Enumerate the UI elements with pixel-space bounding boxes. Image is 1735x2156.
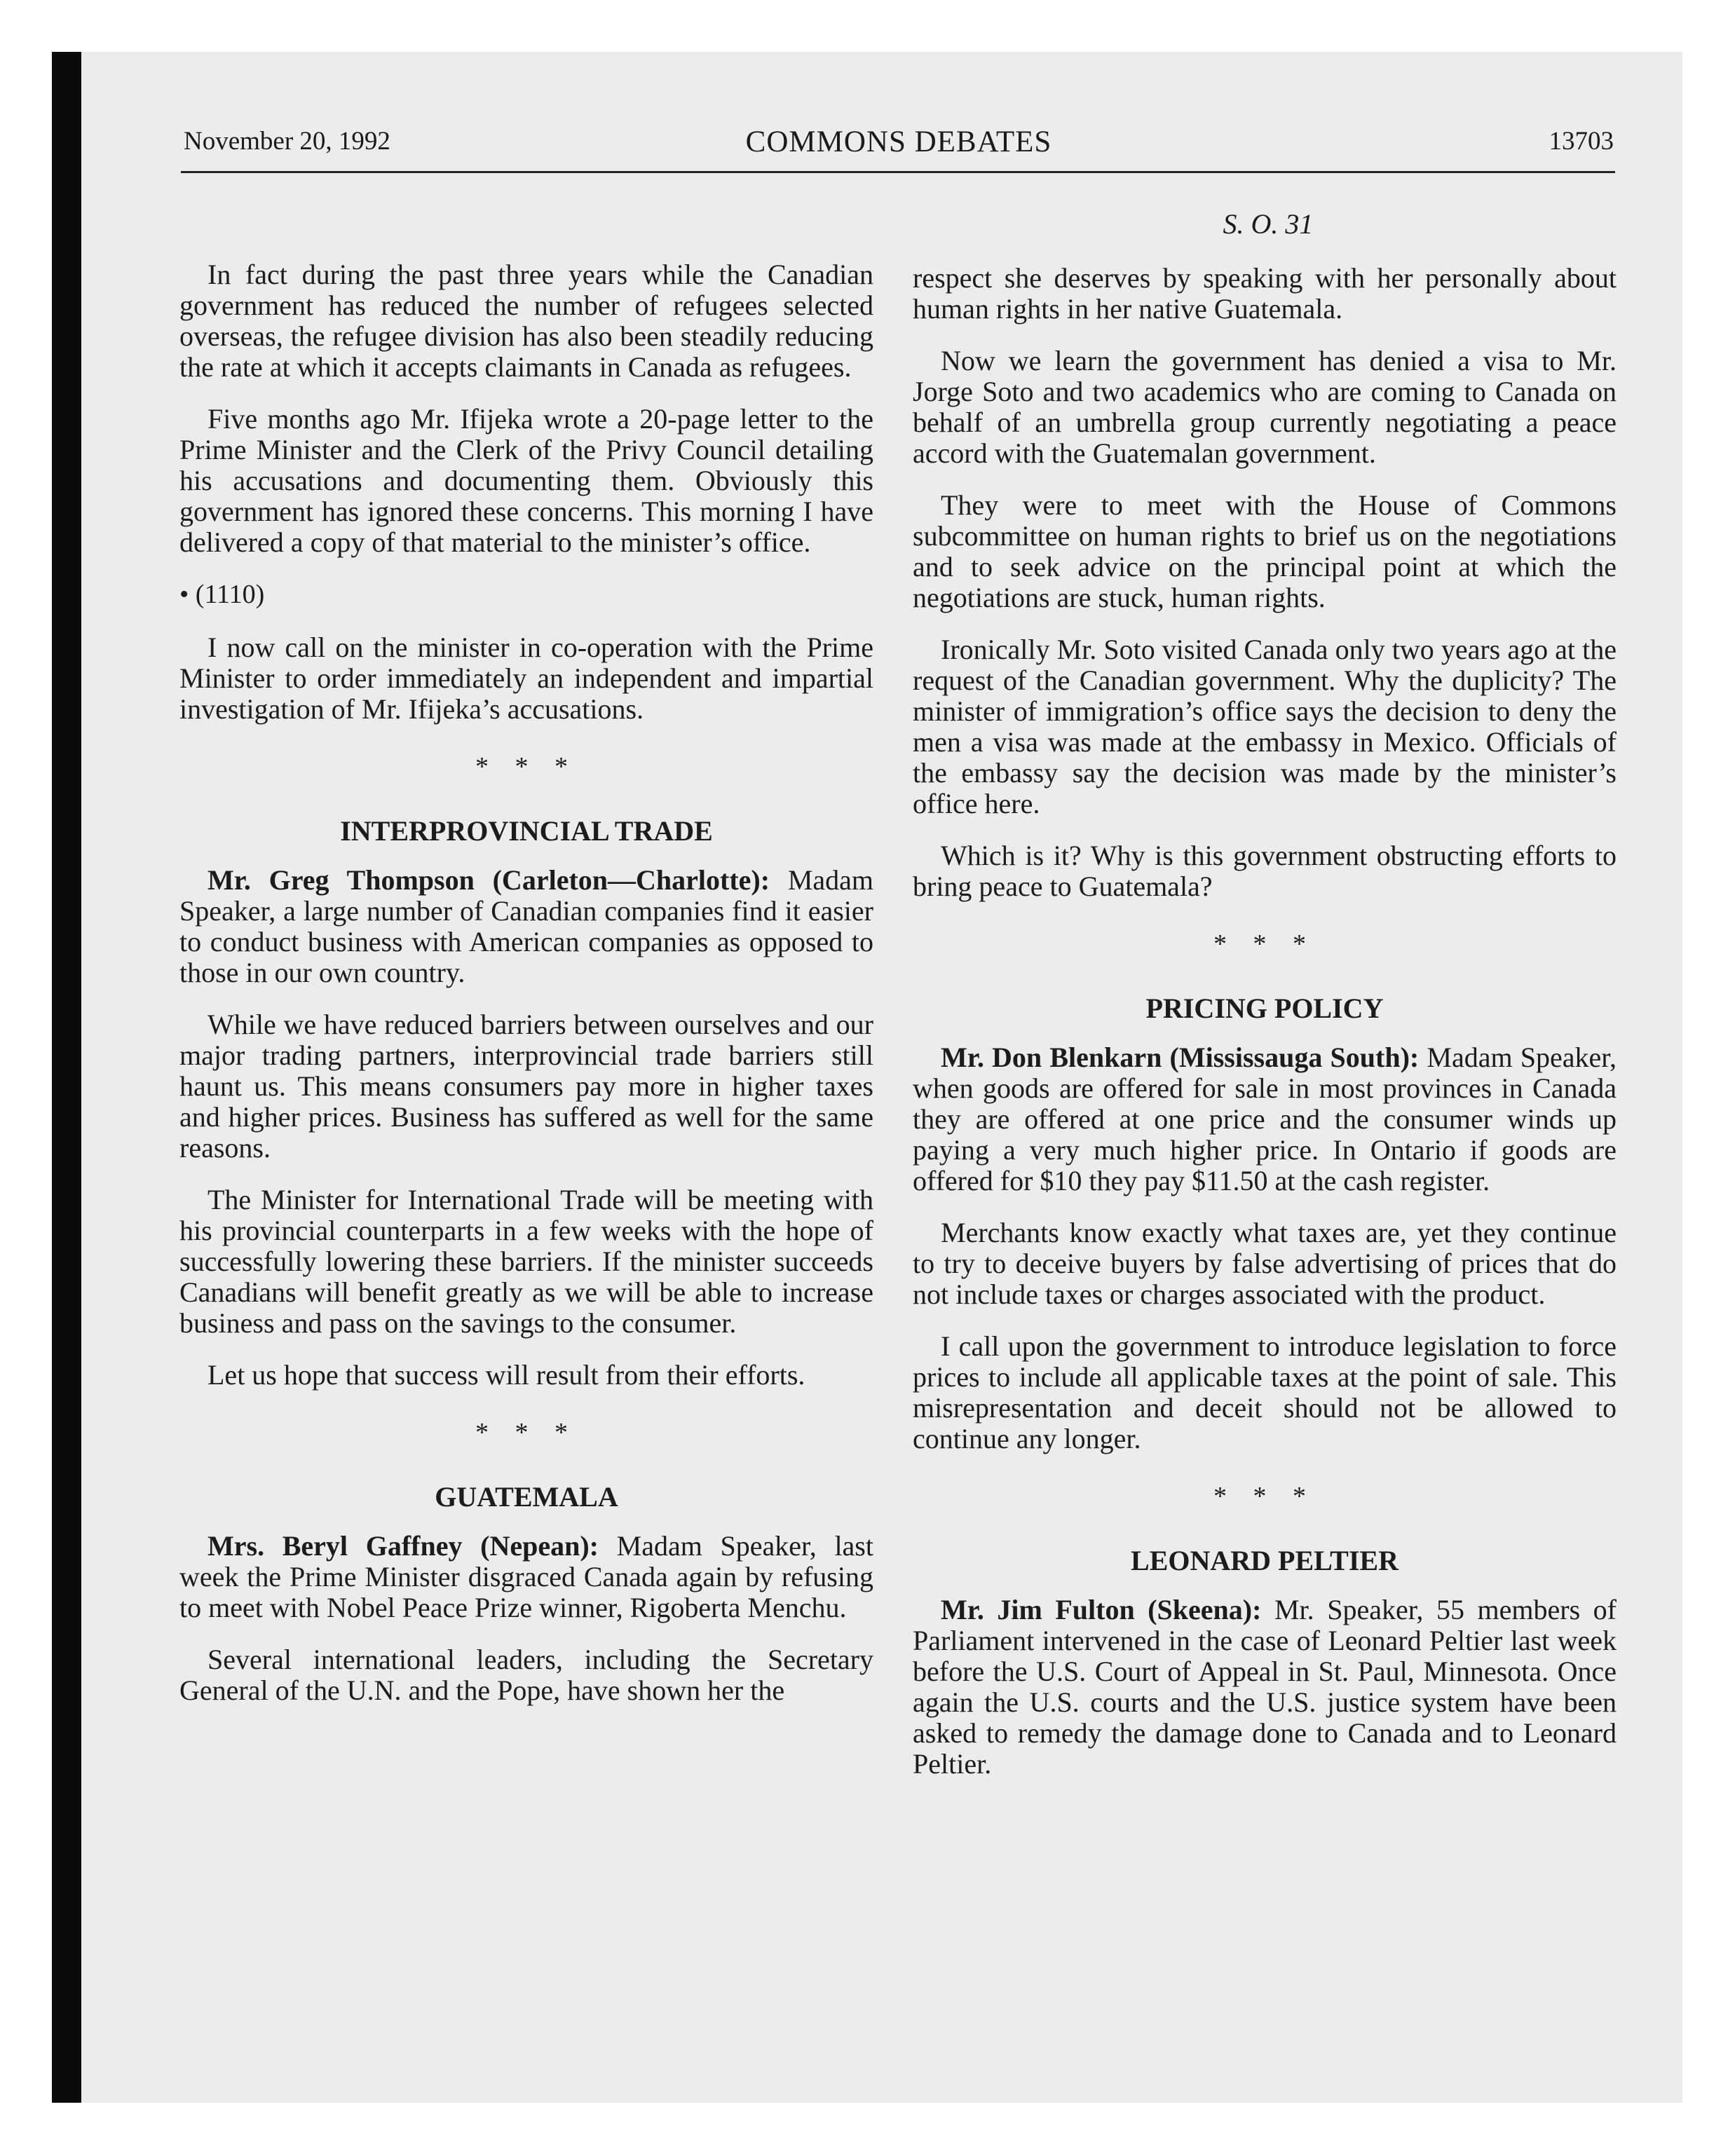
section-separator: * * * — [1213, 1482, 1316, 1511]
paragraph: While we have reduced barriers between ourselves and our major trading partners, interprovincial trade barriers still haunt us. This means consumers pay more in higher taxes and higher prices. Business has suffered as well for the same reasons. — [179, 1009, 873, 1164]
speech-text: Madam Speaker, a large number of Canadian companies find it easier to conduct business with American companies as opposed to those in our own country. — [179, 864, 873, 988]
paragraph: I call upon the government to introduce legislation to force prices to include all applicable taxes at the point of sale. This misrepresentation and deceit should not be allowed to continue any longer. — [913, 1330, 1617, 1454]
paragraph: respect she deserves by speaking with her personally about human rights in her native Guatemala. — [913, 262, 1617, 325]
section-separator: * * * — [1213, 929, 1316, 959]
paragraph: Let us hope that success will result from their efforts. — [207, 1359, 805, 1391]
binding-edge — [52, 52, 81, 2103]
speaker-paragraph — [913, 1595, 1617, 1780]
section-heading: LEONARD PELTIER — [1131, 1545, 1399, 1576]
speaker-paragraph — [179, 865, 873, 988]
speaker-name: Mr. Greg Thompson (Carleton—Charlotte): — [207, 864, 770, 896]
section-heading: GUATEMALA — [435, 1481, 618, 1513]
paragraph: The Minister for International Trade will be meeting with his provincial counterparts in a few weeks with the hope of successfully lowering these barriers. If the minister succeeds Canadians will benefit greatly as we will be able to increase business and pass on the savings to the consumer. — [179, 1184, 873, 1339]
speech-text: Madam Speaker, when goods are offered for sale in most provinces in Canada they are offered at one price and the consumer winds up paying a very much higher price. In Ontario if goods are offered for $10 they pay $11.50 at the cash register. — [913, 1042, 1617, 1196]
running-head: S. O. 31 — [1223, 208, 1314, 240]
speaker-name: Mr. Jim Fulton (Skeena): — [941, 1594, 1262, 1625]
speech-text: Mr. Speaker, 55 members of Parliament intervened in the case of Leonard Peltier last week before the U.S. Court of Appeal in St. Paul, Minnesota. Once again the U.S. courts and the U.S. justice system have been asked to remedy the damage done to Canada and to Leonard Peltier. — [913, 1594, 1617, 1780]
speaker-name: Mr. Don Blenkarn (Mississauga South): — [941, 1042, 1420, 1073]
paragraph: In fact during the past three years while the Canadian government has reduced the number of refugees selected overseas, the refugee division has also been steadily reducing the rate at which it accepts claimants in Canada as refugees. — [179, 259, 873, 383]
paragraph: Now we learn the government has denied a visa to Mr. Jorge Soto and two academics who are coming to Canada on behalf of an umbrella group currently negotiating a peace accord with the Guatemalan government. — [913, 345, 1617, 469]
time-marker: • (1110) — [179, 580, 265, 609]
speech-text: Madam Speaker, last week the Prime Minister disgraced Canada again by refusing to meet with Nobel Peace Prize winner, Rigoberta Menchu. — [179, 1530, 873, 1623]
header-date: November 20, 1992 — [184, 127, 390, 156]
section-heading: INTERPROVINCIAL TRADE — [340, 815, 713, 847]
left-column — [179, 259, 873, 1727]
section-separator: * * * — [475, 1418, 578, 1447]
paragraph: I now call on the minister in co-operation with the Prime Minister to order immediately an independent and impartial investigation of Mr. Ifijeka’s accusations. — [179, 632, 873, 725]
right-column — [913, 263, 1617, 1801]
paragraph: Which is it? Why is this government obstructing efforts to bring peace to Guatemala? — [913, 840, 1617, 902]
speaker-paragraph — [179, 1531, 873, 1623]
paragraph: They were to meet with the House of Commons subcommittee on human rights to brief us on the negotiations and to seek advice on the principal point at which the negotiations are stuck, human rights. — [913, 489, 1617, 613]
page-number: 13703 — [1549, 127, 1614, 156]
speaker-paragraph — [913, 1042, 1617, 1196]
section-heading: PRICING POLICY — [1145, 992, 1384, 1024]
publication-title: COMMONS DEBATES — [745, 125, 1052, 158]
page-header — [184, 126, 1614, 170]
paragraph: Merchants know exactly what taxes are, yet they continue to try to deceive buyers by false advertising of prices that do not include taxes or charges associated with the product. — [913, 1217, 1617, 1310]
section-separator: * * * — [475, 752, 578, 782]
speaker-name: Mrs. Beryl Gaffney (Nepean): — [207, 1530, 599, 1562]
paragraph: Five months ago Mr. Ifijeka wrote a 20-page letter to the Prime Minister and the Clerk of the Privy Council detailing his accusations and documenting them. Obviously this government has ignored these concerns. This morning I have delivered a copy of that material to the minister’s office. — [179, 403, 873, 558]
header-rule — [181, 171, 1615, 173]
paragraph: Several international leaders, including the Secretary General of the U.N. and the Pope, have shown her the — [179, 1644, 873, 1706]
paragraph: Ironically Mr. Soto visited Canada only two years ago at the request of the Canadian government. Why the duplicity? The minister of immigration’s office says the decision to deny the men a visa was made at the embassy in Mexico. Officials of the embassy say the decision was made by the minister’s office here. — [913, 634, 1617, 819]
